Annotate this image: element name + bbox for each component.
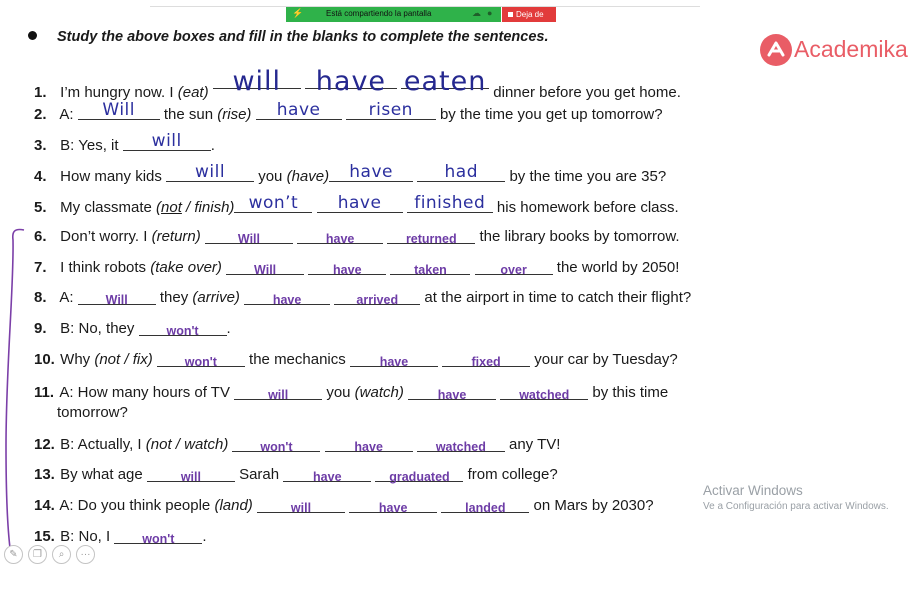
sentence-text: by the time you get up tomorrow?	[439, 106, 663, 123]
blank-4[interactable]	[475, 259, 553, 275]
blank-2[interactable]	[325, 436, 413, 452]
sentence-15	[34, 528, 207, 545]
answer: won't	[260, 440, 293, 454]
blank-2[interactable]	[283, 466, 371, 482]
sentence-8	[34, 289, 691, 306]
answer: have	[354, 440, 383, 454]
activation-watermark-title: Activar Windows	[703, 483, 803, 498]
blank-3[interactable]	[441, 497, 529, 513]
answer: finished	[414, 193, 486, 213]
logo-mark	[760, 34, 792, 66]
blank-2[interactable]	[350, 351, 438, 367]
sentence-5	[34, 193, 679, 216]
sentence-number: 3.	[34, 137, 47, 154]
sentence-text: .	[202, 528, 207, 545]
verb-cue: (eat)	[177, 84, 209, 101]
blank-1[interactable]	[114, 528, 202, 544]
sentence-text: on Mars by 2030?	[533, 497, 654, 514]
sentence-text: I think robots	[60, 259, 147, 276]
blank-1[interactable]	[78, 289, 156, 305]
blank-1[interactable]	[234, 193, 312, 213]
answer: returned	[405, 232, 457, 246]
blank-1[interactable]	[257, 497, 345, 513]
sentence-text: My classmate	[60, 199, 152, 216]
blank-3[interactable]	[334, 289, 420, 305]
answer: won't	[184, 355, 217, 369]
sentence-number: 2.	[34, 106, 47, 123]
answer: had	[444, 162, 479, 182]
blank-3[interactable]	[417, 436, 505, 452]
answer: have	[272, 293, 302, 307]
blank-2[interactable]	[297, 228, 383, 244]
answer: arrived	[356, 293, 399, 307]
answer: risen	[368, 100, 413, 120]
blank-2[interactable]	[317, 193, 403, 213]
verb-cue: (have)	[286, 168, 330, 185]
blank-1[interactable]	[213, 66, 301, 97]
answer: will	[232, 66, 282, 97]
sentence-text: A:	[59, 289, 74, 306]
answer: won't	[166, 324, 199, 338]
sentence-text: the mechanics	[249, 351, 346, 368]
share-message: Está compartiendo la pantalla	[326, 9, 432, 18]
verb-cue: (land)	[214, 497, 253, 514]
sentence-1	[34, 66, 681, 101]
shield-icon[interactable]: ●	[487, 8, 493, 18]
sentence-text: any TV!	[509, 436, 561, 453]
answer: will	[195, 162, 226, 182]
answer: won’t	[248, 193, 299, 213]
sentence-text: you	[258, 168, 283, 185]
sentence-13	[34, 466, 558, 483]
sentence-text: dinner before you get home.	[493, 84, 681, 101]
sentence-6	[34, 228, 680, 245]
more-icon[interactable]: ···	[76, 545, 95, 564]
sentence-number: 14.	[34, 497, 55, 514]
sentence-11-continued	[57, 404, 128, 421]
answer: graduated	[389, 470, 450, 484]
blank-1[interactable]	[157, 351, 245, 367]
instruction	[28, 29, 549, 45]
logo-text: Academika	[794, 36, 908, 62]
academika-logo	[760, 34, 910, 68]
answer: landed	[465, 501, 506, 515]
blank-3[interactable]	[407, 193, 493, 213]
sentence-2	[34, 100, 663, 123]
answer: have	[337, 193, 382, 213]
blank-1[interactable]	[139, 320, 227, 336]
sentence-text: your car by Tuesday?	[534, 351, 678, 368]
sentence-3	[34, 131, 215, 154]
sentence-number: 12.	[34, 436, 55, 453]
stop-sharing-button[interactable]	[502, 7, 556, 22]
sentence-4	[34, 162, 667, 185]
answer: watched	[435, 440, 486, 454]
verb-cue-not: not	[161, 199, 182, 216]
answer: will	[151, 131, 182, 151]
answer: have	[315, 66, 387, 97]
verb-cue: (rise)	[217, 106, 252, 123]
blank-3[interactable]	[390, 259, 470, 275]
sentence-text: you	[326, 384, 351, 401]
sentence-number: 15.	[34, 528, 55, 545]
sentence-text: by this time	[592, 384, 669, 401]
sentence-text: A: Do you think people	[59, 497, 211, 514]
blank-1[interactable]	[232, 436, 320, 452]
sentence-text: .	[226, 320, 231, 337]
activation-watermark-subtitle: Ve a Configuración para activar Windows.	[703, 501, 889, 512]
answer: will	[268, 388, 289, 402]
sentence-text: B: No, I	[60, 528, 111, 545]
blank-2[interactable]	[256, 100, 342, 120]
verb-cue: (watch)	[354, 384, 404, 401]
verb-cue: (not / watch)	[145, 436, 229, 453]
answer: have	[349, 162, 393, 182]
sentence-7	[34, 259, 679, 276]
sentence-number: 9.	[34, 320, 47, 337]
blank-2[interactable]	[244, 289, 330, 305]
cloud-icon[interactable]: ☁	[472, 8, 481, 18]
sentence-text: Why	[60, 351, 91, 368]
sentence-number: 5.	[34, 199, 47, 216]
sentence-number: 1.	[34, 84, 47, 101]
blank-1[interactable]	[205, 228, 293, 244]
answer: have	[276, 100, 321, 120]
share-icon: ⚡	[292, 8, 304, 18]
blank-3[interactable]	[401, 66, 489, 97]
answer: have	[325, 232, 355, 246]
answer: have	[378, 501, 408, 515]
answer: will	[180, 470, 201, 484]
sentence-text: .	[210, 137, 215, 154]
sentence-text: the world by 2050!	[556, 259, 680, 276]
blank-1[interactable]	[234, 384, 322, 400]
blank-2[interactable]	[408, 384, 496, 400]
blank-2[interactable]	[308, 259, 386, 275]
answer: taken	[414, 263, 447, 277]
instruction-text: Study the above boxes and fill in the blanks to complete the sentences.	[57, 29, 549, 45]
sentence-12	[34, 436, 560, 453]
blank-3[interactable]	[375, 466, 463, 482]
blank-3[interactable]	[442, 351, 530, 367]
sentence-text: How many kids	[60, 168, 162, 185]
verb-cue-part: (	[156, 199, 162, 216]
sentence-text: his homework before class.	[496, 199, 679, 216]
sentence-text: By what age	[60, 466, 143, 483]
sentence-10	[34, 351, 678, 368]
sentence-text: Don’t worry. I	[60, 228, 148, 245]
answer: have	[437, 388, 467, 402]
blank-1[interactable]	[78, 100, 160, 120]
answer: eaten	[403, 66, 487, 97]
sentence-text: Sarah	[239, 466, 280, 483]
sentence-text: at the airport in time to catch their flight?	[424, 289, 692, 306]
verb-cue: (take over)	[150, 259, 222, 276]
sentence-text: A:	[59, 106, 74, 123]
sentence-text: the sun	[163, 106, 214, 123]
copy-icon[interactable]: ❐	[28, 545, 47, 564]
answer: have	[333, 263, 362, 277]
verb-cue: (not / fix)	[94, 351, 153, 368]
sentence-number: 7.	[34, 259, 47, 276]
answer: watched	[519, 388, 570, 402]
answer: Will	[102, 100, 135, 120]
share-status	[286, 7, 501, 22]
sentence-text: tomorrow?	[57, 404, 128, 421]
blank-1[interactable]	[147, 466, 235, 482]
sentence-number: 10.	[34, 351, 55, 368]
sentence-number: 11.	[34, 384, 55, 401]
answer: fixed	[471, 355, 501, 369]
stop-label: Deja de	[516, 10, 544, 19]
sentence-text: they	[159, 289, 189, 306]
answer: over	[500, 263, 527, 277]
sentence-number: 6.	[34, 228, 47, 245]
blank-2[interactable]	[329, 162, 413, 182]
sentence-text: B: Yes, it	[60, 137, 119, 154]
blank-2[interactable]	[349, 497, 437, 513]
answer: Will	[254, 263, 277, 277]
annotation-toolbar	[4, 544, 100, 564]
answer: will	[290, 501, 312, 515]
sentence-number: 4.	[34, 168, 47, 185]
answer: won't	[142, 532, 175, 546]
zoom-icon[interactable]: ⌕	[52, 545, 71, 564]
sentence-number: 8.	[34, 289, 47, 306]
sentence-14	[34, 497, 654, 514]
answer: have	[313, 470, 342, 484]
sentence-text: by the time you are 35?	[509, 168, 667, 185]
pen-icon[interactable]: ✎	[4, 545, 23, 564]
sentence-text: from college?	[467, 466, 558, 483]
verb-cue: (arrive)	[192, 289, 240, 306]
sentence-number: 13.	[34, 466, 55, 483]
blank-2[interactable]	[305, 66, 397, 97]
blank-1[interactable]	[166, 162, 254, 182]
sentence-text: the library books by tomorrow.	[479, 228, 680, 245]
sentence-text: B: Actually, I	[60, 436, 142, 453]
stop-icon	[508, 12, 513, 17]
sentence-text: I’m hungry now. I	[60, 84, 174, 101]
sentence-9	[34, 320, 231, 337]
answer: have	[379, 355, 409, 369]
verb-cue-part: / finish)	[181, 199, 235, 216]
blank-3[interactable]	[387, 228, 475, 244]
blank-3[interactable]	[500, 384, 588, 400]
blank-3[interactable]	[346, 100, 436, 120]
sentence-text: B: No, they	[60, 320, 135, 337]
answer: Will	[237, 232, 260, 246]
verb-cue	[156, 199, 234, 216]
verb-cue: (return)	[151, 228, 201, 245]
blank-1[interactable]	[226, 259, 304, 275]
sentence-text: A: How many hours of TV	[59, 384, 230, 401]
blank-1[interactable]	[123, 131, 211, 151]
sentence-11	[34, 384, 668, 401]
answer: Will	[105, 293, 128, 307]
screen-share-bar	[286, 7, 556, 22]
blank-3[interactable]	[417, 162, 505, 182]
bullet-icon	[28, 31, 37, 40]
